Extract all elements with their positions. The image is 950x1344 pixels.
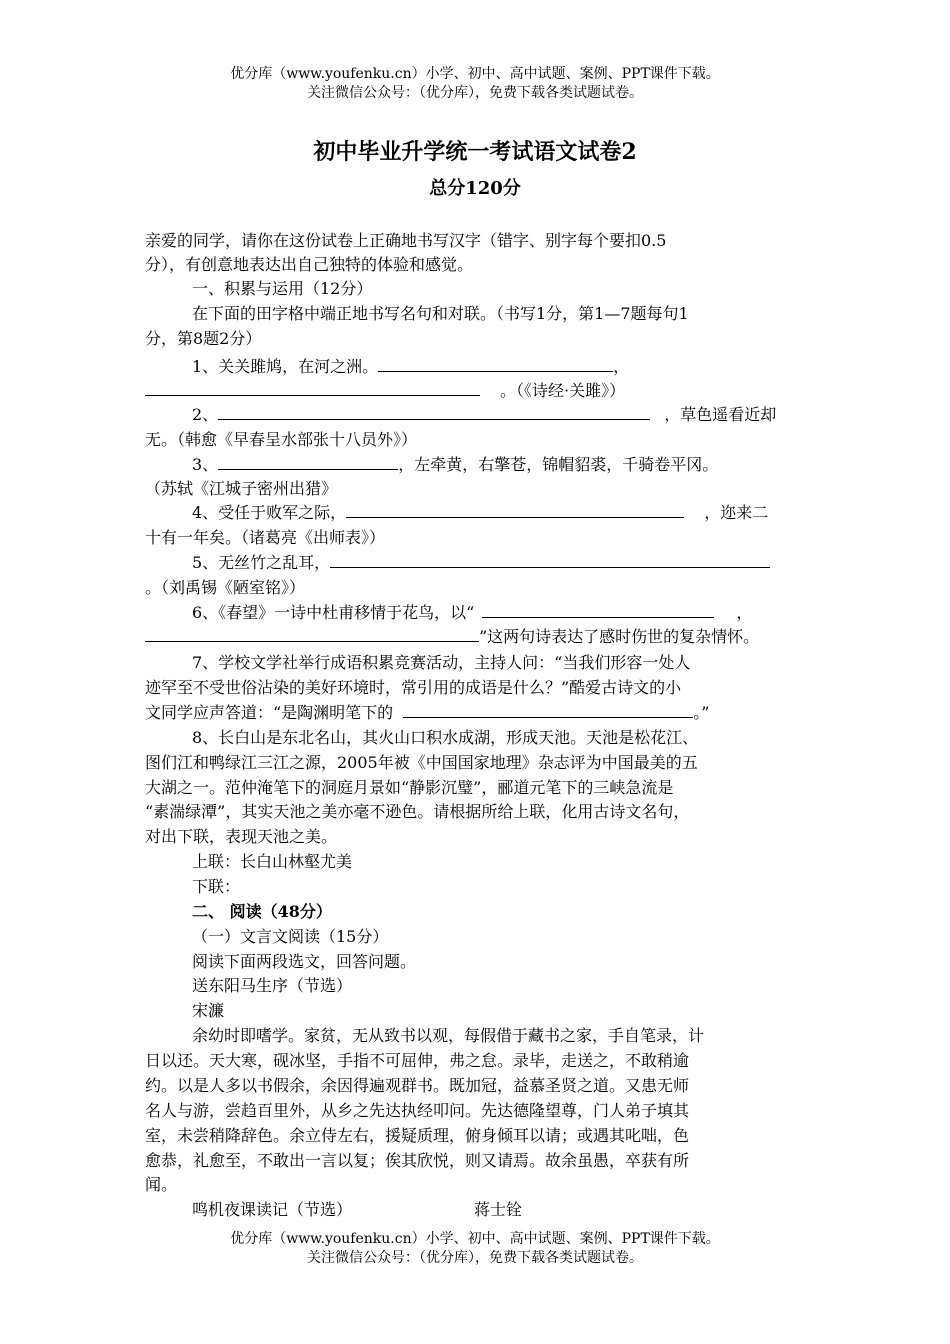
header-line-2: 关注微信公众号：（优分库），免费下载各类试题试卷。 <box>307 85 643 101</box>
page-title: 初中毕业升学统一考试语文试卷2 <box>313 139 637 165</box>
text-2-heading <box>192 1197 522 1220</box>
answer-blank[interactable] <box>145 626 479 642</box>
answer-blank[interactable] <box>330 552 770 568</box>
question-text: ”这两句诗表达了感时伤世的复杂情怀。 <box>479 627 760 646</box>
answer-blank[interactable] <box>218 454 398 470</box>
question-4 <box>192 500 768 523</box>
question-text: ， <box>613 357 630 376</box>
passage-line: 名人与游，尝趋百里外，从乡之先达执经叩问。先达德隆望尊，门人弟子填其 <box>145 1101 690 1120</box>
footer-line-2: 关注微信公众号：（优分库），免费下载各类试题试卷。 <box>307 1250 643 1266</box>
answer-blank[interactable] <box>145 380 480 396</box>
question-text: 4、受任于败军之际， <box>192 503 347 522</box>
question-6-cont <box>145 624 759 647</box>
question-text: ，草色遥看近却 <box>664 405 777 424</box>
page-subtitle: 总分120分 <box>429 178 521 199</box>
question-text: 5、无丝竹之乱耳， <box>192 553 331 572</box>
subsection-heading: （一）文言文阅读（15分） <box>192 927 389 946</box>
answer-blank[interactable] <box>346 502 684 518</box>
question-8-cont: “素湍绿潭”，其实天池之美亦毫不逊色。请根据所给上联，化用古诗文名句， <box>145 802 690 821</box>
question-5-cont: 。（刘禹锡《陋室铭》） <box>145 578 306 597</box>
question-text: 3、 <box>192 455 219 474</box>
question-2 <box>192 402 776 425</box>
question-7-cont <box>145 700 709 723</box>
intro-line: 亲爱的同学，请你在这份试卷上正确地书写汉字（错字、别字每个要扣0.5 <box>145 231 667 250</box>
intro-line: 分），有创意地表达出自己独特的体验和感觉。 <box>145 255 474 274</box>
passage-line: 室，未尝稍降辞色。余立侍左右，援疑质理，俯身倾耳以请；或遇其叱咄，色 <box>145 1126 690 1145</box>
question-7-cont: 迹罕至不受世俗沾染的美好环境时，常引用的成语是什么？”酷爱古诗文的小 <box>145 678 682 697</box>
text-2-title: 鸣机夜课读记（节选） <box>192 1200 353 1219</box>
section-1-heading: 一、积累与运用（12分） <box>192 279 373 298</box>
question-text: 。（《诗经·关雎》） <box>500 381 626 400</box>
question-2-cont: 无。（韩愈《早春呈水部张十八员外》） <box>145 430 418 449</box>
question-8-cont: 图们江和鸭绿江三江之源，2005年被《中国国家地理》杂志评为中国最美的五 <box>145 753 698 772</box>
question-8-cont: 对出下联，表现天池之美。 <box>145 827 338 846</box>
answer-blank[interactable] <box>482 602 714 618</box>
header-line-1: 优分库（www.youfenku.cn）小学、初中、高中试题、案例、PPT课件下载。 <box>230 66 720 82</box>
question-8: 8、长白山是东北名山，其火山口积水成湖，形成天池。天池是松花江、 <box>192 728 699 747</box>
text-1-author: 宋濂 <box>192 1001 225 1020</box>
section-2-heading: 二、 阅读（48分） <box>192 902 332 921</box>
question-4-cont: 十有一年矣。（诸葛亮《出师表》） <box>145 528 386 547</box>
question-text: 文同学应声答道：“是陶渊明笔下的 <box>145 703 394 722</box>
question-1-cont <box>145 378 625 401</box>
question-text: ，迩来二 <box>704 503 769 522</box>
passage-line: 愈恭，礼愈至，不敢出一言以复；俟其欣悦，则又请焉。故余虽愚，卒获有所 <box>145 1151 690 1170</box>
question-6 <box>192 600 752 623</box>
question-text: 1、关关雎鸠，在河之洲。 <box>192 357 379 376</box>
instruction-line: 在下面的田字格中端正地书写名句和对联。（书写1分，第1—7题每句1 <box>192 304 689 323</box>
question-text: 6、《春望》一诗中杜甫移情于花鸟，以“ <box>192 603 475 622</box>
footer-line-1: 优分库（www.youfenku.cn）小学、初中、高中试题、案例、PPT课件下载。 <box>230 1231 720 1247</box>
couplet-up: 上联：长白山林壑尤美 <box>192 852 353 871</box>
text-1-title: 送东阳马生序（节选） <box>192 976 353 995</box>
question-text: ， <box>736 603 753 622</box>
passage-line: 闻。 <box>145 1175 178 1194</box>
passage-line: 日以还。天大寒，砚冰坚，手指不可屈伸，弗之怠。录毕，走送之，不敢稍逾 <box>145 1051 690 1070</box>
instruction-line: 阅读下面两段选文，回答问题。 <box>192 952 417 971</box>
answer-blank[interactable] <box>378 356 613 372</box>
answer-blank[interactable] <box>403 702 693 718</box>
question-text: ，左牵黄，右擎苍，锦帽貂裘，千骑卷平冈。 <box>398 455 719 474</box>
answer-blank[interactable] <box>218 404 650 420</box>
question-3-cont: （苏轼《江城子密州出猎》 <box>145 479 338 498</box>
question-8-cont: 大湖之一。范仲淹笔下的洞庭月景如“静影沉璧”，郦道元笔下的三峡急流是 <box>145 778 674 797</box>
question-text: 2、 <box>192 405 219 424</box>
passage-line: 余幼时即嗜学。家贫，无从致书以观，每假借于藏书之家，手自笔录，计 <box>192 1026 705 1045</box>
question-5 <box>192 550 770 573</box>
question-3 <box>192 452 718 475</box>
question-7: 7、学校文学社举行成语积累竞赛活动，主持人问：“当我们形容一处人 <box>192 653 691 672</box>
instruction-line: 分，第8题2分） <box>145 329 262 348</box>
text-2-author: 蒋士铨 <box>474 1200 523 1219</box>
question-text: 。” <box>693 703 710 722</box>
passage-line: 约。以是人多以书假余，余因得遍观群书。既加冠，益慕圣贤之道。又患无师 <box>145 1076 690 1095</box>
question-1 <box>192 354 629 377</box>
couplet-down[interactable]: 下联： <box>192 877 241 896</box>
